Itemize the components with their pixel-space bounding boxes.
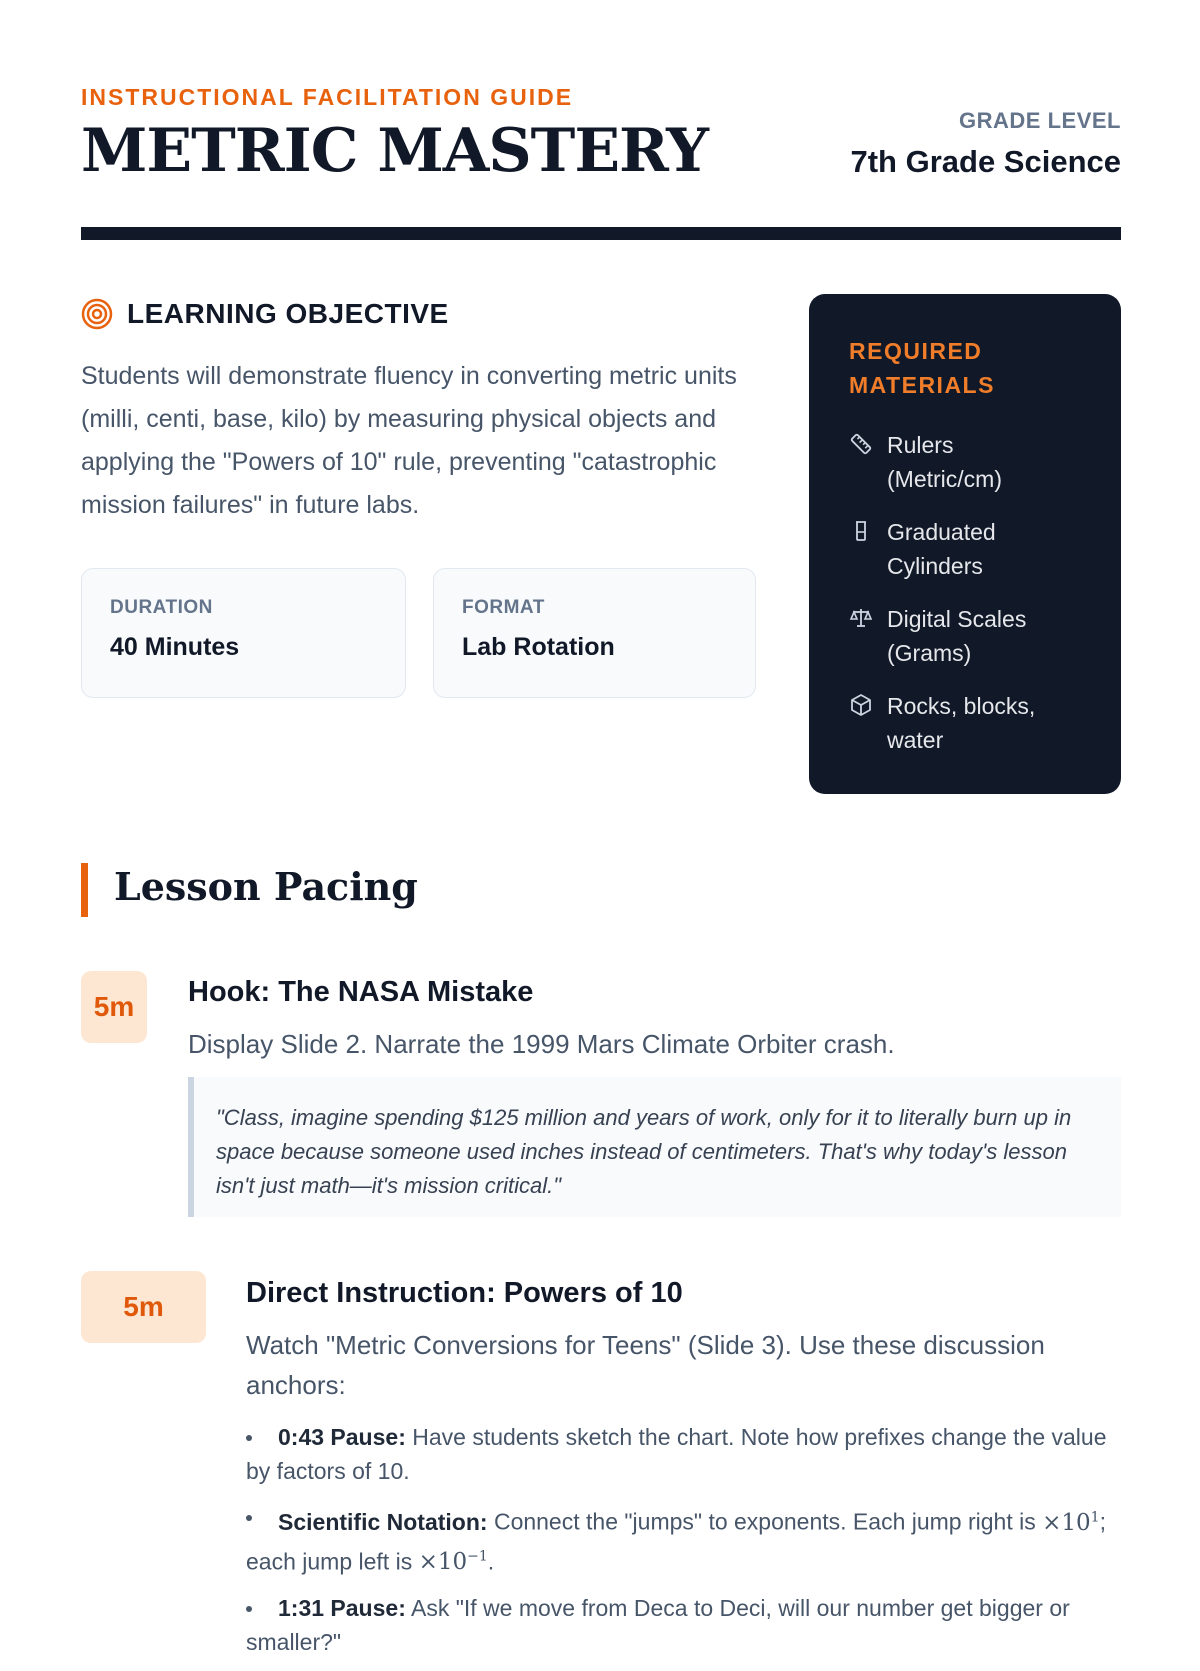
grade-level-value: 7th Grade Science bbox=[850, 144, 1121, 179]
discussion-anchors-list bbox=[246, 1420, 1121, 1671]
anchor-text: Ask "If we move from Deca to Deci, will our number get bigger or smaller?" bbox=[246, 1595, 1070, 1656]
anchor-lead: Scientific Notation: bbox=[278, 1508, 488, 1535]
duration-badge: 5m bbox=[81, 1271, 206, 1343]
material-label: Graduated Cylinders bbox=[887, 519, 996, 579]
ruler-icon bbox=[849, 432, 873, 456]
exponent-expression: $\times 10^{-1}$ bbox=[418, 1548, 488, 1576]
list-item bbox=[246, 1500, 1121, 1579]
material-item bbox=[849, 689, 1081, 757]
material-label: Digital Scales (Grams) bbox=[887, 606, 1027, 666]
material-label: Rocks, blocks, water bbox=[887, 693, 1036, 753]
material-item bbox=[849, 428, 1081, 496]
materials-list bbox=[849, 428, 1081, 757]
anchor-lead: 1:31 Pause: bbox=[278, 1595, 406, 1622]
format-label: FORMAT bbox=[462, 597, 545, 618]
bullet-dot bbox=[246, 1435, 252, 1441]
objective-heading: LEARNING OBJECTIVE bbox=[127, 298, 449, 329]
header-divider bbox=[81, 227, 1121, 240]
duration-badge: 5m bbox=[81, 971, 147, 1043]
pacing-heading: Lesson Pacing bbox=[114, 864, 418, 909]
material-label: Rulers (Metric/cm) bbox=[887, 432, 1002, 492]
anchor-text: Have students sketch the chart. Note how prefixes change the value by factors of 10. bbox=[246, 1424, 1107, 1484]
target-icon bbox=[81, 298, 113, 330]
list-item bbox=[246, 1591, 1121, 1659]
cube-icon bbox=[849, 693, 873, 717]
bullet-dot bbox=[246, 1515, 252, 1521]
step-title: Hook: The NASA Mistake bbox=[188, 976, 534, 1008]
material-item bbox=[849, 515, 1081, 583]
duration-value: 40 Minutes bbox=[110, 633, 240, 661]
grade-level-label: GRADE LEVEL bbox=[959, 108, 1121, 133]
page-title: METRIC MASTERY bbox=[81, 116, 708, 186]
objective-header bbox=[81, 298, 449, 330]
format-value: Lab Rotation bbox=[462, 633, 615, 661]
anchor-lead: 0:43 Pause: bbox=[278, 1424, 406, 1450]
exponent-expression: $\times 10^1$ bbox=[1042, 1509, 1100, 1536]
bullet-dot bbox=[246, 1606, 252, 1612]
duration-label: DURATION bbox=[110, 597, 213, 618]
materials-heading: REQUIRED MATERIALS bbox=[849, 338, 995, 398]
objective-text: Students will demonstrate fluency in converting metric units (milli, centi, base, kilo) by measuring physical objects and applying the "Powers of 10" rule, preventing "catastrophic mission failures" in future labs. bbox=[81, 362, 737, 519]
list-item bbox=[246, 1420, 1121, 1488]
anchor-text: Connect the "jumps" to exponents. Each jump right is bbox=[487, 1508, 1043, 1535]
grade-level-block bbox=[850, 108, 1121, 180]
scale-icon bbox=[849, 606, 873, 630]
anchor-text: . bbox=[487, 1548, 495, 1575]
section-accent-bar bbox=[81, 863, 88, 917]
step-description: Display Slide 2. Narrate the 1999 Mars Climate Orbiter crash. bbox=[188, 1029, 895, 1059]
material-item bbox=[849, 602, 1081, 670]
teacher-script-quote: "Class, imagine spending $125 million and years of work, only for it to literally burn up in space because someone used inches instead of centimeters. That's why today's lesson isn't just math—it's mission critical." bbox=[188, 1077, 1121, 1217]
format-card bbox=[433, 568, 756, 698]
guide-eyebrow: INSTRUCTIONAL FACILITATION GUIDE bbox=[81, 84, 574, 110]
anchor-text: ; each jump left is bbox=[246, 1508, 1106, 1575]
duration-card bbox=[81, 568, 406, 698]
step-title: Direct Instruction: Powers of 10 bbox=[246, 1277, 683, 1309]
step-description: Watch "Metric Conversions for Teens" (Slide 3). Use these discussion anchors: bbox=[246, 1330, 1045, 1400]
materials-panel bbox=[809, 294, 1121, 794]
beaker-icon bbox=[849, 519, 873, 543]
